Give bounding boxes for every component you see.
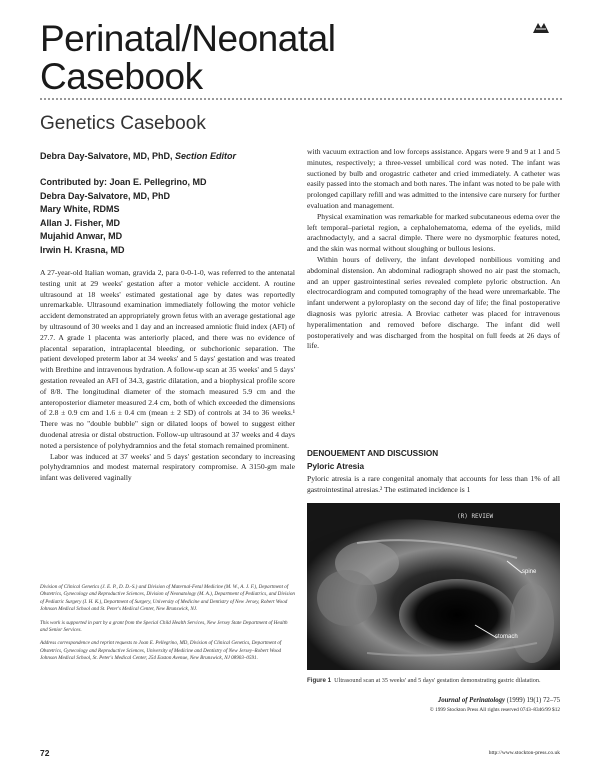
figure-label: Figure 1 (307, 677, 332, 684)
body-paragraph: Physical examination was remarkable for marked subcutaneous edema over the left temporal–parietal region, a cephalohematoma, edema of the eyelids, mild arachnodactyly, and a sacral dimple. There were no dysmorphic features noted, and the skin was normal without sloughing or bullous lesions. (307, 211, 560, 254)
casebook-subtitle: Genetics Casebook (40, 113, 206, 134)
contributor-line: Allan J. Fisher, MD (40, 217, 121, 228)
spine-label: spine (522, 569, 537, 575)
ultrasound-figure (307, 503, 560, 670)
contributor-line: Irwin H. Krasna, MD (40, 244, 125, 255)
footnote-correspondence: Address correspondence and reprint requests to Joan E. Pellegrino, MD, Division of Clinical Genetics, Department of Obstetrics, Gynecology and Reproductive Sciences, University of Medicine and Dentistry of New Jersey–Robert Wood Johnson Medical School, St. Peter's Medical Center, 254 Easton Avenue, New Brunswick, NJ 08903–0591. (40, 640, 282, 662)
publisher-url[interactable]: http://www.stockton-press.co.uk (488, 750, 560, 756)
journal-volume: (1999) 19(1) 72–75 (505, 697, 560, 704)
discussion-heading: DENOUEMENT AND DISCUSSION (307, 449, 439, 458)
publisher-logo-icon (532, 20, 550, 34)
body-paragraph: Labor was induced at 37 weeks' and 5 days' gestation secondary to increasing polyhydramnios and modest maternal respiratory compromise. A 3150-gm male infant was delivered vaginally (40, 451, 295, 483)
footnote-affiliations: Division of Clinical Genetics (J. E. P., D. D.-S.) and Division of Maternal-Fetal Medicine (M. W., A. J. F.), Department of Obstetrics, Gynecology and Reproductive Sciences, Division of Neonatology (M. A.), Department of Pediatrics, and Division of Pediatric Surgery (I. H. K.), Department of Surgery, University of Medicine and Dentistry of New Jersey, Robert Wood Johnson Medical School and St. Peter's Medical Center, New Brunswick, NJ. (40, 584, 295, 613)
contributor-line: Debra Day-Salvatore, MD, PhD (40, 190, 171, 201)
copyright-line: © 1999 Stockton Press All rights reserved 0743–8346/99 $12 (429, 706, 560, 713)
discussion-text: Pyloric atresia is a rare congenital anomaly that accounts for less than 1% of all gastrointestinal atresias.² The estimated incidence is 1 (307, 474, 560, 494)
page-number: 72 (40, 748, 50, 758)
editor-role: Section Editor (175, 151, 237, 161)
body-paragraph: with vacuum extraction and low forceps assistance. Apgars were 9 and 9 at 1 and 5 minutes, respectively; a three-vessel umbilical cord was noted. The infant was suctioned by bulb and orogastric catheter and cried immediately. A catheter was easily passed into the stomach and both nares. The infant was noted to be pale with prolonged capillary refill and was admitted to the intensive care nursery for further evaluation and management. (307, 147, 560, 210)
contributor-line: Mary White, RDMS (40, 204, 120, 214)
journal-citation (307, 697, 560, 714)
section-title: Perinatal/Neonatal Casebook (40, 18, 336, 97)
contributors-list (40, 176, 207, 257)
header-divider (40, 98, 562, 100)
section-editor (40, 151, 236, 161)
ultrasound-image (307, 503, 560, 670)
affiliation-footnotes (40, 584, 295, 669)
body-paragraph: A 27-year-old Italian woman, gravida 2, para 0-0-1-0, was referred to the antenatal testing unit at 29 weeks' gestation after a motor vehicle accident. A routine ultrasound at 18 weeks' estimated gestational age by dates was reportedly unremarkable. Ultrasound examination immediately following the motor vehicle accident demonstrated an appropriately grown fetus with an average gestational age by ultrasound of 30 weeks and 1 day and an increased amniotic fluid index (AFI) of 27.7. A grade 1 placenta was anteriorly placed, and there was no evidence of placental separation, intraplacental bleeding, or subchorionic separation. The patient developed preterm labor at 34 weeks' and 5 days' gestation and was treated with Brethine and intravenous hydration. A follow-up scan at 35 weeks' and 5 days' gestation revealed an AFI of 34.3, gastric dilatation, and a biophysical profile score of 8/8. The longitudinal diameter of the stomach measured 5.9 cm and the anteroposterior diameter measured 2.4 cm, both of which exceeded the dimensions of 2.8 ± 0.9 cm and 1.6 ± 0.4 cm (mean ± 2 SD) of controls at 34 to 36 weeks.¹ There was no "double bubble" sign or dilated loops of bowel to suggest either duodenal atresia or distal obstruction. Follow-up ultrasound at 37 weeks and 4 days noted a persistence of polyhydramnios and the fetal stomach remained prominent. (40, 268, 295, 450)
body-paragraph: Within hours of delivery, the infant developed nonbilious vomiting and abdominal distension. An abdominal radiograph showed no air past the stomach, and an upper gastrointestinal series revealed complete pyloric obstruction. An electrocardiogram and computed tomography of the head were unremarkable. The infant underwent a pyloroplasty on the second day of life; the final postoperative diagnosis was pyloric atresia. A Broviac catheter was placed for intravenous hyperalimentation and removed before discharge. The infant did well postoperatively and was discharged from the hospital on full feeds at 26 days of life. (307, 254, 560, 351)
ultrasound-overlay-label: (R) REVIEW (457, 513, 494, 520)
contributor-line: Mujahid Anwar, MD (40, 231, 123, 241)
left-column-body (40, 268, 295, 484)
caption-text: Ultrasound scan at 35 weeks' and 5 days' gestation demonstrating gastric dilatation. (334, 677, 541, 684)
footnote-funding: This work is supported in part by a grant from the Special Child Health Services, New Jersey State Department of Health and Senior Services. (40, 619, 288, 634)
contributor-line: Contributed by: Joan E. Pellegrino, MD (40, 177, 207, 187)
journal-name: Journal of Perinatology (437, 697, 506, 704)
pyloric-atresia-heading: Pyloric Atresia (307, 462, 365, 471)
editor-name: Debra Day-Salvatore, MD, PhD, (40, 151, 176, 161)
stomach-label: stomach (495, 634, 518, 640)
figure-caption (307, 677, 560, 685)
right-column-body (307, 147, 560, 352)
